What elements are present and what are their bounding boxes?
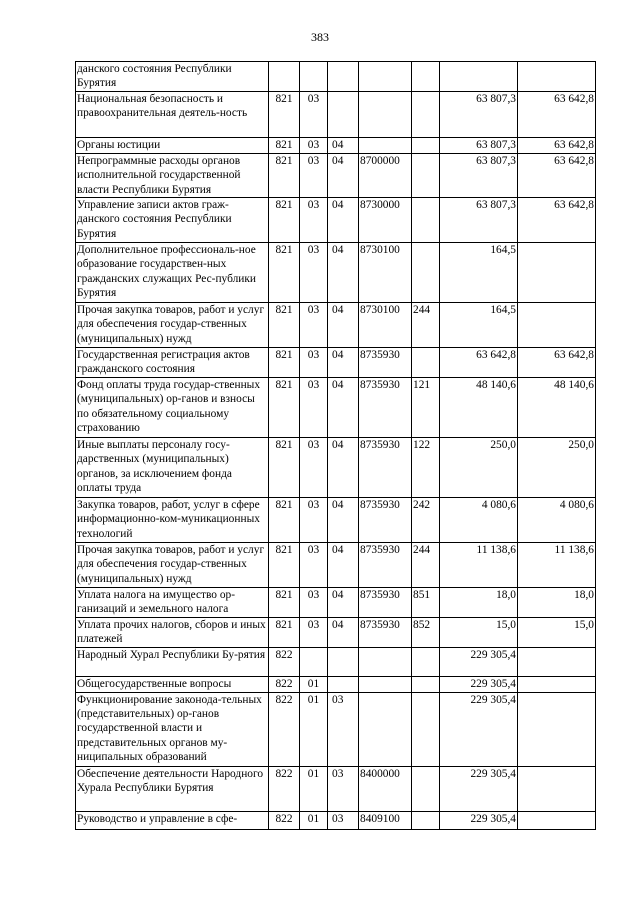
row-sum-year1-cell: 48 140,6 (440, 377, 518, 437)
row-code-cell: 822 (269, 766, 300, 811)
row-sum-year1-cell: 250,0 (440, 437, 518, 497)
row-sum-year2-cell (518, 692, 596, 766)
row-expense-type-cell (412, 692, 440, 766)
row-code-cell: 822 (269, 647, 300, 676)
row-expense-type-cell: 122 (412, 437, 440, 497)
row-section-cell: 03 (300, 542, 328, 587)
table-row (76, 153, 596, 197)
row-sum-year2-cell: 63 642,8 (518, 153, 596, 197)
row-sum-year2-cell: 4 080,6 (518, 497, 596, 542)
row-code-cell: 821 (269, 137, 300, 153)
row-section-cell: 03 (300, 243, 328, 303)
table-row (76, 437, 596, 497)
table-row (76, 676, 596, 692)
table-row (76, 587, 596, 617)
row-sum-year1-cell: 229 305,4 (440, 676, 518, 692)
row-subsection-cell: 03 (328, 692, 359, 766)
row-name-cell: данского состояния Республики Бурятия (76, 62, 269, 92)
row-section-cell: 03 (300, 153, 328, 197)
row-target-article-cell (359, 62, 412, 92)
row-code-cell: 821 (269, 153, 300, 197)
row-target-article-cell (359, 692, 412, 766)
row-section-cell: 03 (300, 137, 328, 153)
row-name-cell: Национальная безопасность и правоохранительная деятель-ность (76, 91, 269, 137)
row-name-cell: Прочая закупка товаров, работ и услуг для обеспечения государ-ственных (муниципальных) нужд (76, 303, 269, 348)
row-name-cell: Управление записи актов граж-данского состояния Республики Бурятия (76, 198, 269, 243)
row-subsection-cell: 04 (328, 587, 359, 617)
row-sum-year2-cell: 15,0 (518, 617, 596, 647)
row-name-cell: Иные выплаты персоналу госу-дарственных (муниципальных) органов, за исключением фонда оплаты труда (76, 437, 269, 497)
row-expense-type-cell (412, 348, 440, 378)
page-number: 383 (311, 30, 329, 44)
row-target-article-cell: 8735930 (359, 542, 412, 587)
row-name-cell: Уплата прочих налогов, сборов и иных платежей (76, 617, 269, 647)
row-sum-year2-cell: 48 140,6 (518, 377, 596, 437)
row-name-cell: Обеспечение деятельности Народного Хурала Республики Бурятия (76, 766, 269, 811)
row-code-cell: 821 (269, 587, 300, 617)
row-sum-year1-cell: 15,0 (440, 617, 518, 647)
row-section-cell: 03 (300, 91, 328, 137)
row-subsection-cell: 04 (328, 542, 359, 587)
table-row (76, 62, 596, 92)
row-target-article-cell: 8735930 (359, 617, 412, 647)
row-name-cell: Органы юстиции (76, 137, 269, 153)
row-name-cell: Фонд оплаты труда государ-ственных (муниципальных) ор-ганов и взносы по обязательному социальному страхованию (76, 377, 269, 437)
row-expense-type-cell (412, 243, 440, 303)
row-section-cell: 03 (300, 303, 328, 348)
row-sum-year1-cell: 63 807,3 (440, 91, 518, 137)
row-target-article-cell: 8735930 (359, 377, 412, 437)
row-target-article-cell: 8400000 (359, 766, 412, 811)
row-target-article-cell: 8409100 (359, 811, 412, 829)
table-row (76, 348, 596, 378)
row-expense-type-cell (412, 766, 440, 811)
row-subsection-cell: 04 (328, 348, 359, 378)
row-section-cell: 03 (300, 198, 328, 243)
row-sum-year2-cell: 18,0 (518, 587, 596, 617)
row-sum-year1-cell: 63 807,3 (440, 137, 518, 153)
row-sum-year1-cell (440, 62, 518, 92)
row-subsection-cell: 03 (328, 766, 359, 811)
row-name-cell: Закупка товаров, работ, услуг в сфере информационно-ком-муникационных технологий (76, 497, 269, 542)
row-expense-type-cell: 244 (412, 303, 440, 348)
row-target-article-cell: 8730100 (359, 303, 412, 348)
row-subsection-cell: 04 (328, 497, 359, 542)
row-sum-year2-cell (518, 811, 596, 829)
row-code-cell: 821 (269, 243, 300, 303)
row-name-cell: Дополнительное профессиональ-ное образование государствен-ных гражданских служащих Рес-публики Бурятия (76, 243, 269, 303)
row-name-cell: Уплата налога на имущество ор-ганизаций и земельного налога (76, 587, 269, 617)
row-name-cell: Общегосударственные вопросы (76, 676, 269, 692)
row-target-article-cell: 8735930 (359, 497, 412, 542)
row-subsection-cell: 04 (328, 617, 359, 647)
row-code-cell: 821 (269, 91, 300, 137)
row-section-cell: 03 (300, 437, 328, 497)
row-code-cell: 821 (269, 198, 300, 243)
row-sum-year1-cell: 229 305,4 (440, 811, 518, 829)
row-expense-type-cell (412, 811, 440, 829)
row-name-cell: Функционирование законода-тельных (представительных) ор-ганов государственной власти и представительных органов му-ниципальных образований (76, 692, 269, 766)
table-row (76, 198, 596, 243)
table-row (76, 647, 596, 676)
row-sum-year1-cell: 63 642,8 (440, 348, 518, 378)
budget-table-body (76, 62, 596, 830)
row-target-article-cell: 8730100 (359, 243, 412, 303)
row-section-cell: 01 (300, 811, 328, 829)
row-sum-year2-cell: 63 642,8 (518, 91, 596, 137)
row-code-cell: 821 (269, 348, 300, 378)
row-expense-type-cell: 851 (412, 587, 440, 617)
row-section-cell: 01 (300, 692, 328, 766)
row-expense-type-cell (412, 153, 440, 197)
row-sum-year2-cell: 250,0 (518, 437, 596, 497)
row-expense-type-cell (412, 137, 440, 153)
table-row (76, 766, 596, 811)
row-subsection-cell: 04 (328, 303, 359, 348)
row-section-cell: 03 (300, 377, 328, 437)
row-name-cell: Непрограммные расходы органов исполнительной государственной власти Республики Бурятия (76, 153, 269, 197)
row-sum-year2-cell: 11 138,6 (518, 542, 596, 587)
table-row (76, 497, 596, 542)
row-subsection-cell: 04 (328, 437, 359, 497)
row-subsection-cell: 03 (328, 811, 359, 829)
row-subsection-cell: 04 (328, 153, 359, 197)
row-sum-year2-cell: 63 642,8 (518, 348, 596, 378)
row-sum-year2-cell: 63 642,8 (518, 137, 596, 153)
row-section-cell: 03 (300, 587, 328, 617)
row-code-cell: 821 (269, 437, 300, 497)
row-code-cell: 821 (269, 303, 300, 348)
row-expense-type-cell (412, 62, 440, 92)
row-subsection-cell (328, 647, 359, 676)
row-target-article-cell (359, 647, 412, 676)
row-target-article-cell: 8700000 (359, 153, 412, 197)
row-sum-year1-cell: 63 807,3 (440, 198, 518, 243)
row-section-cell: 03 (300, 497, 328, 542)
row-subsection-cell (328, 676, 359, 692)
table-row (76, 137, 596, 153)
row-name-cell: Прочая закупка товаров, работ и услуг для обеспечения государ-ственных (муниципальных) нужд (76, 542, 269, 587)
row-sum-year2-cell (518, 62, 596, 92)
table-row (76, 243, 596, 303)
table-row (76, 377, 596, 437)
row-target-article-cell: 8735930 (359, 587, 412, 617)
table-row (76, 692, 596, 766)
row-sum-year2-cell (518, 243, 596, 303)
row-subsection-cell: 04 (328, 137, 359, 153)
row-section-cell (300, 62, 328, 92)
row-target-article-cell: 8735930 (359, 437, 412, 497)
row-subsection-cell: 04 (328, 243, 359, 303)
row-sum-year1-cell: 4 080,6 (440, 497, 518, 542)
row-section-cell: 03 (300, 617, 328, 647)
row-target-article-cell: 8730000 (359, 198, 412, 243)
row-name-cell: Народный Хурал Республики Бу-рятия (76, 647, 269, 676)
row-expense-type-cell (412, 198, 440, 243)
row-subsection-cell: 04 (328, 377, 359, 437)
row-code-cell: 821 (269, 377, 300, 437)
row-code-cell: 822 (269, 811, 300, 829)
row-expense-type-cell: 242 (412, 497, 440, 542)
row-name-cell: Руководство и управление в сфе- (76, 811, 269, 829)
row-section-cell: 01 (300, 766, 328, 811)
row-target-article-cell (359, 137, 412, 153)
table-row (76, 303, 596, 348)
row-code-cell: 821 (269, 542, 300, 587)
row-sum-year2-cell (518, 676, 596, 692)
row-section-cell: 03 (300, 348, 328, 378)
row-target-article-cell: 8735930 (359, 348, 412, 378)
table-row (76, 542, 596, 587)
row-target-article-cell (359, 676, 412, 692)
row-code-cell: 821 (269, 617, 300, 647)
row-target-article-cell (359, 91, 412, 137)
table-row (76, 91, 596, 137)
row-expense-type-cell: 121 (412, 377, 440, 437)
row-sum-year2-cell (518, 647, 596, 676)
row-sum-year2-cell: 63 642,8 (518, 198, 596, 243)
row-code-cell: 822 (269, 692, 300, 766)
row-code-cell: 821 (269, 497, 300, 542)
row-sum-year1-cell: 11 138,6 (440, 542, 518, 587)
row-sum-year1-cell: 164,5 (440, 243, 518, 303)
row-sum-year1-cell: 18,0 (440, 587, 518, 617)
table-row (76, 617, 596, 647)
row-expense-type-cell: 244 (412, 542, 440, 587)
row-sum-year1-cell: 229 305,4 (440, 692, 518, 766)
row-sum-year2-cell (518, 303, 596, 348)
row-sum-year2-cell (518, 766, 596, 811)
row-name-cell: Государственная регистрация актов гражданского состояния (76, 348, 269, 378)
row-subsection-cell (328, 62, 359, 92)
row-code-cell (269, 62, 300, 92)
row-subsection-cell (328, 91, 359, 137)
row-expense-type-cell (412, 647, 440, 676)
row-sum-year1-cell: 164,5 (440, 303, 518, 348)
row-expense-type-cell (412, 676, 440, 692)
table-row (76, 811, 596, 829)
row-expense-type-cell (412, 91, 440, 137)
row-section-cell (300, 647, 328, 676)
row-subsection-cell: 04 (328, 198, 359, 243)
row-expense-type-cell: 852 (412, 617, 440, 647)
row-sum-year1-cell: 229 305,4 (440, 647, 518, 676)
row-code-cell: 822 (269, 676, 300, 692)
row-sum-year1-cell: 229 305,4 (440, 766, 518, 811)
row-sum-year1-cell: 63 807,3 (440, 153, 518, 197)
row-section-cell: 01 (300, 676, 328, 692)
budget-table (75, 61, 596, 830)
